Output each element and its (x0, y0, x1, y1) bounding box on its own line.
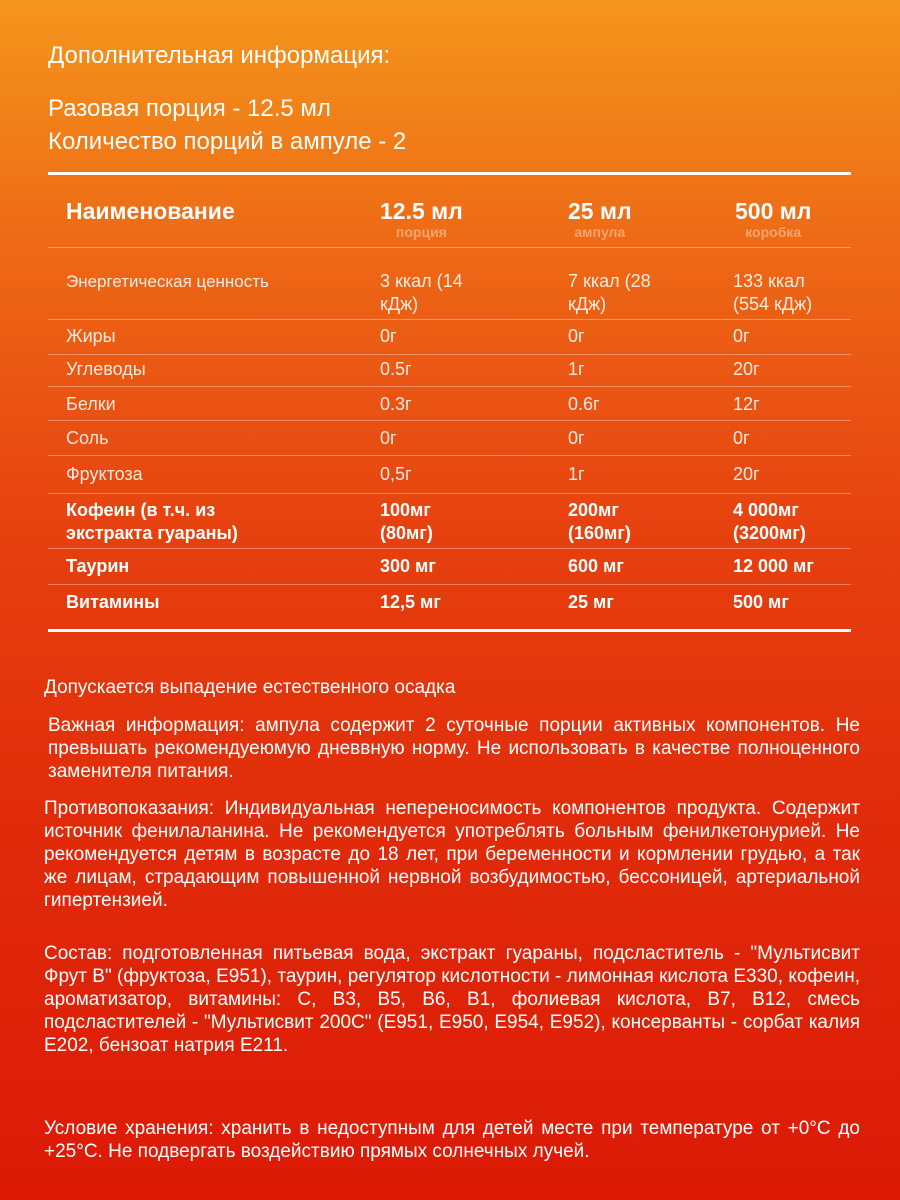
row-value-ampoule: 0.6г (568, 394, 600, 414)
row-value-box: 133 ккал (554 кДж) (733, 271, 813, 314)
table-row (48, 494, 851, 549)
table-row (48, 549, 851, 585)
col-header-ampoule-label: 25 мл (568, 198, 632, 224)
col-header-name (66, 198, 235, 225)
row-name: Углеводы (66, 359, 146, 379)
composition: Состав: подготовленная питьевая вода, экстракт гуараны, подсластитель - "Мультисвит Фрут В" (фруктоза, Е951), таурин, регулятор кислотности - лимонная кислота Е330, кофеин, ароматизатор, витамины: С, В3, В5, В6, В1, фолиевая кислота, В7, В12, смесь подсластителей - "Мультисвит 200С" (Е951, Е950, Е954, Е952), консерванты - сорбат калия Е202, бензоат натрия Е211. (44, 943, 860, 1056)
col-header-box-label: 500 мл (735, 198, 812, 224)
row-name: Витамины (66, 592, 160, 612)
row-value-portion: 100мг (80мг) (380, 500, 433, 543)
table-row (48, 387, 851, 421)
row-name: Кофеин (в т.ч. из экстракта гуараны) (66, 500, 238, 543)
row-value-portion: 0,5г (380, 464, 412, 484)
table-row (48, 320, 851, 355)
row-value-portion: 0г (380, 428, 397, 448)
col-header-portion-label: 12.5 мл (380, 198, 463, 224)
col-header-box-sub: коробка (745, 224, 802, 240)
row-name: Соль (66, 428, 109, 448)
row-value-box: 12г (733, 394, 760, 414)
serving-info (48, 92, 406, 158)
info-heading: Дополнительная информация: (48, 42, 391, 69)
row-name: Жиры (66, 326, 116, 346)
row-value-box: 0г (733, 326, 750, 346)
row-value-box: 500 мг (733, 592, 789, 612)
col-header-box (735, 198, 811, 239)
row-value-box: 20г (733, 464, 760, 484)
table-row (48, 248, 851, 320)
row-value-ampoule: 7 ккал (28 кДж) (568, 271, 651, 314)
important-info: Важная информация: ампула содержит 2 суточные порции активных компонентов. Не превышать рекомендуеюмую дневвную норму. Не использовать в качестве полноценного заменителя питания. (48, 715, 860, 782)
serving-size: Разовая порция - 12.5 мл (48, 95, 331, 122)
contraindications: Противопоказания: Индивидуальная непереносимость компонентов продукта. Содержит источник фенилаланина. Не рекомендуется употреблять больным фенилкетонурией. Не рекомендуется детям в возрасте до 18 лет, при беременности и кормлении грудью, а так же лицам, страдающим повышенной нервной возбудимостью, бессоницей, артериальной гипертензией. (44, 798, 860, 911)
row-name: Энергетическая ценность (66, 272, 269, 291)
row-value-box: 12 000 мг (733, 556, 814, 576)
col-header-portion-sub: порция (395, 224, 447, 240)
col-header-ampoule-sub: ампула (574, 224, 626, 240)
sediment-note: Допускается выпадение естественного осадка (44, 677, 456, 698)
row-value-portion: 0г (380, 326, 397, 346)
row-value-ampoule: 200мг (160мг) (568, 500, 631, 543)
table-top-rule (48, 172, 851, 175)
table-bottom-rule (48, 629, 851, 632)
col-header-name-label: Наименование (66, 198, 235, 224)
row-value-box: 4 000мг (3200мг) (733, 500, 806, 543)
storage-conditions: Условие хранения: хранить в недоступным для детей месте при температуре от +0°С до +25°С. Не подвергать воздействию прямых солнечных лучей. (44, 1118, 860, 1162)
table-row (48, 456, 851, 494)
row-value-ampoule: 0г (568, 326, 585, 346)
table-row (48, 355, 851, 387)
row-name: Фруктоза (66, 464, 143, 484)
servings-per-ampoule: Количество порций в ампуле - 2 (48, 128, 407, 155)
row-value-portion: 300 мг (380, 556, 436, 576)
row-value-ampoule: 600 мг (568, 556, 624, 576)
row-name: Белки (66, 394, 116, 414)
col-header-portion (380, 198, 463, 239)
row-value-portion: 3 ккал (14 кДж) (380, 271, 463, 314)
col-header-ampoule (568, 198, 632, 239)
row-name: Таурин (66, 556, 130, 576)
row-value-box: 0г (733, 428, 750, 448)
row-value-box: 20г (733, 359, 760, 379)
row-value-portion: 0.3г (380, 394, 412, 414)
row-value-ampoule: 1г (568, 359, 585, 379)
row-value-ampoule: 1г (568, 464, 585, 484)
row-value-ampoule: 25 мг (568, 592, 614, 612)
table-row (48, 585, 851, 625)
row-value-portion: 0.5г (380, 359, 412, 379)
row-value-portion: 12,5 мг (380, 592, 441, 612)
row-value-ampoule: 0г (568, 428, 585, 448)
table-row (48, 421, 851, 456)
